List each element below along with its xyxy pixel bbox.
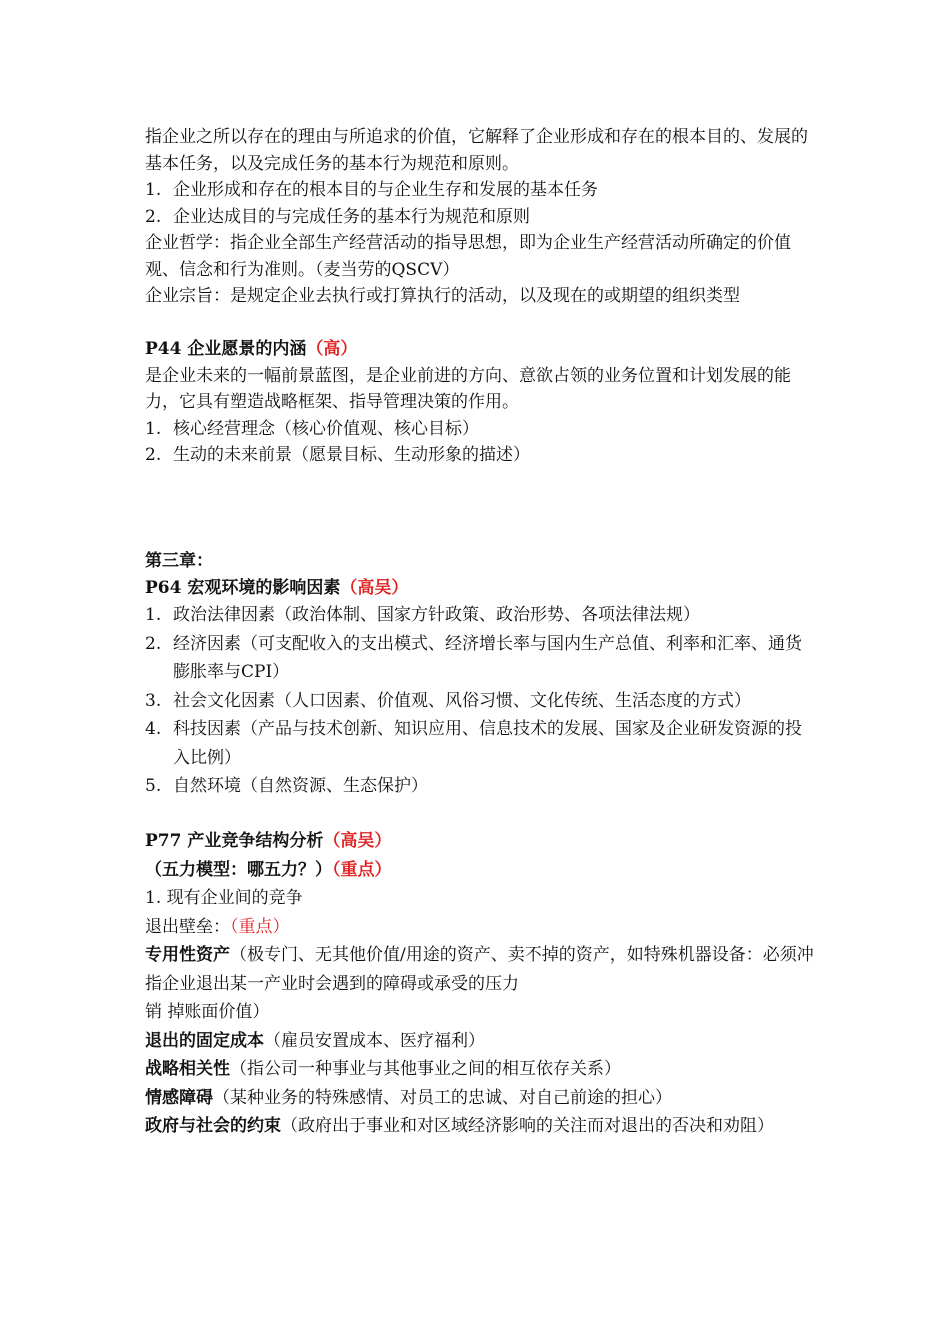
barrier-text: （雇员安置成本、医疗福利） xyxy=(264,1030,485,1051)
barrier-text: （某种业务的特殊感情、对员工的忠诚、对自己前途的担心） xyxy=(213,1087,672,1108)
barrier-line xyxy=(145,941,815,998)
priority-tag: （高） xyxy=(306,339,358,359)
list-number: 1. xyxy=(145,418,162,439)
list-item xyxy=(145,416,815,443)
barrier-line xyxy=(145,1112,815,1141)
list-text: 政治法律因素（政治体制、国家方针政策、政治形势、各项法律法规） xyxy=(173,605,700,625)
barrier-term: 退出的固定成本 xyxy=(145,1030,264,1051)
list-number: 2. xyxy=(145,445,162,465)
spacer xyxy=(145,495,815,522)
barrier-term: 专用性资产 xyxy=(145,945,230,965)
list-number: 4. xyxy=(145,719,162,739)
list-number: 2. xyxy=(145,633,162,654)
spacer xyxy=(145,522,815,549)
priority-tag: （高吴） xyxy=(323,831,392,851)
mission-definition: 指企业之所以存在的理由与所追求的价值，它解释了企业形成和存在的根本目的、发展的基本任务，以及完成任务的基本行为规范和原则。 xyxy=(145,127,808,174)
list-number: 1. xyxy=(145,180,162,200)
list-text: 经济因素（可支配收入的支出模式、经济增长率与国内生产总值、利率和汇率、通货膨胀率与CPI） xyxy=(173,633,802,682)
list-number: 1. xyxy=(145,605,162,625)
list-item xyxy=(145,177,815,204)
industry-heading xyxy=(145,827,815,856)
spacer xyxy=(145,310,815,337)
list-number: 5. xyxy=(145,776,162,796)
purpose-paragraph: 企业宗旨：是规定企业去执行或打算执行的活动，以及现在的或期望的组织类型 xyxy=(145,286,740,306)
heading-text: P77 产业竞争结构分析 xyxy=(145,831,324,851)
competition-item: 1. 现有企业间的竞争 xyxy=(145,888,303,908)
label-text: 退出壁垒： xyxy=(145,916,230,937)
list-text: 生动的未来前景（愿景目标、生动形象的描述） xyxy=(173,445,530,465)
priority-tag: （重点） xyxy=(332,859,392,880)
macro-heading xyxy=(145,575,815,602)
list-item xyxy=(145,442,815,469)
list-item xyxy=(145,772,815,801)
barrier-line xyxy=(145,1084,815,1113)
priority-tag: （重点） xyxy=(230,916,290,937)
document-body xyxy=(145,124,815,1141)
barrier-text: 销 掉账面价值） xyxy=(145,1002,270,1022)
list-item xyxy=(145,630,815,687)
heading-text: P44 企业愿景的内涵 xyxy=(145,339,307,359)
barrier-line xyxy=(145,1027,815,1056)
heading-text: （五力模型：哪五力？） xyxy=(145,859,332,880)
macro-list xyxy=(145,601,815,801)
barrier-line xyxy=(145,998,815,1027)
spacer xyxy=(145,801,815,828)
barrier-text: （极专门、无其他价值/用途的资产、卖不掉的资产，如特殊机器设备：必须冲指企业退出某一产业时会遇到的障碍或承受的压力 xyxy=(145,945,814,994)
barrier-term: 政府与社会的约束 xyxy=(145,1116,281,1136)
chapter-title: 第三章： xyxy=(145,551,213,571)
list-text: 核心经营理念（核心价值观、核心目标） xyxy=(173,418,479,439)
exit-barrier-label xyxy=(145,913,815,942)
list-text: 企业达成目的与完成任务的基本行为规范和原则 xyxy=(173,206,530,227)
heading-text: P64 宏观环境的影响因素 xyxy=(145,577,341,598)
barrier-text: （政府出于事业和对区域经济影响的关注而对退出的否决和劝阻） xyxy=(281,1116,774,1136)
list-number: 2. xyxy=(145,206,162,227)
barrier-term: 情感障碍 xyxy=(145,1087,213,1108)
list-item xyxy=(145,601,815,630)
barrier-term: 战略相关性 xyxy=(145,1059,230,1079)
vision-description: 是企业未来的一幅前景蓝图，是企业前进的方向、意欲占领的业务位置和计划发展的能力，它具有塑造战略框架、指导管理决策的作用。 xyxy=(145,365,791,412)
list-item xyxy=(145,204,815,231)
list-text: 社会文化因素（人口因素、价值观、风俗习惯、文化传统、生活态度的方式） xyxy=(173,690,751,711)
five-forces-heading xyxy=(145,856,815,885)
industry-section xyxy=(145,827,815,1141)
barrier-text: （指公司一种事业与其他事业之间的相互依存关系） xyxy=(230,1059,621,1079)
list-item xyxy=(145,687,815,716)
list-text: 企业形成和存在的根本目的与企业生存和发展的基本任务 xyxy=(173,180,598,200)
spacer xyxy=(145,469,815,496)
priority-tag: （高吴） xyxy=(340,577,409,598)
list-number: 3. xyxy=(145,690,162,711)
philosophy-paragraph: 企业哲学：指企业全部生产经营活动的指导思想，即为企业生产经营活动所确定的价值观、信念和行为准则。（麦当劳的QSCV） xyxy=(145,233,791,280)
barrier-line xyxy=(145,1055,815,1084)
list-text: 科技因素（产品与技术创新、知识应用、信息技术的发展、国家及企业研发资源的投入比例） xyxy=(173,719,802,768)
list-text: 自然环境（自然资源、生态保护） xyxy=(173,776,428,796)
vision-heading xyxy=(145,336,815,363)
list-item xyxy=(145,715,815,772)
